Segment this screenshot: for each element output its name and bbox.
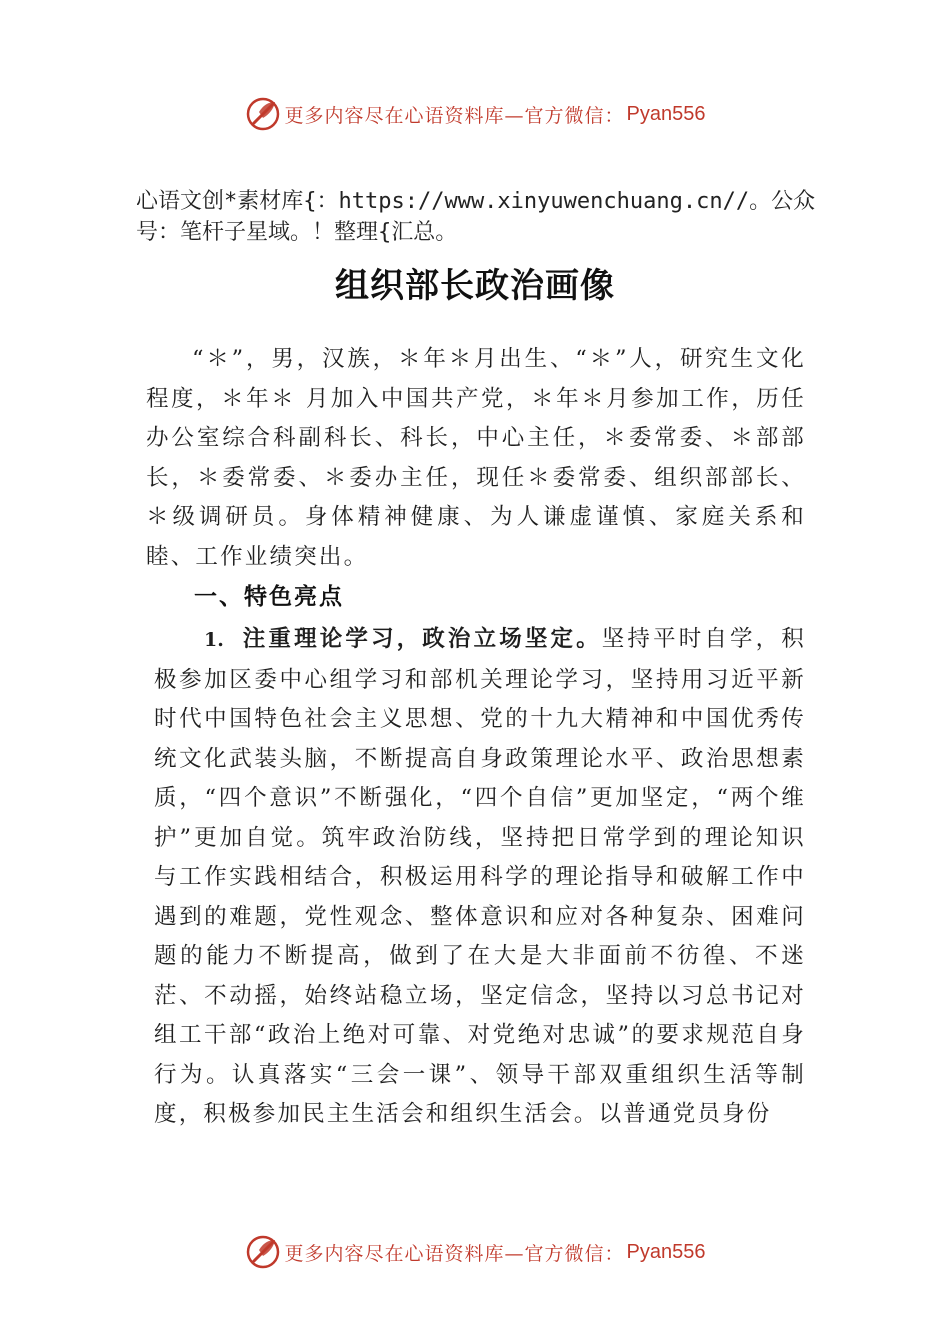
header-banner-handle: Pyan556 bbox=[626, 102, 706, 125]
item1-paragraph bbox=[154, 620, 806, 1135]
footer-banner-text: 更多内容尽在心语资料库—官方微信： bbox=[284, 1242, 625, 1265]
item1-number: 1. bbox=[204, 629, 224, 651]
footer-banner bbox=[0, 1232, 950, 1272]
header-banner-text: 更多内容尽在心语资料库—官方微信： bbox=[284, 104, 625, 127]
intro-paragraph: “＊”，男，汉族，＊年＊月出生、“＊”人，研究生文化程度，＊年＊ 月加入中国共产党，＊年＊月参加工作，历任办公室综合科副科长、科长，中心主任，＊委常委、＊部部长，＊委常委、＊委办主任，现任＊委常委、组织部部长、＊级调研员。身体精神健康、为人谦虚谨慎、家庭关系和睦、工作业绩突出。 bbox=[146, 346, 806, 570]
item1-body: 坚持平时自学，积极参加区委中心组学习和部机关理论学习，坚持用习近平新时代中国特色社会主义思想、党的十九大精神和中国优秀传统文化武装头脑，不断提高自身政策理论水平、政治思想素质，“四个意识”不断强化，“四个自信”更加坚定，“两个维护”更加自觉。筑牢政治防线，坚持把日常学到的理论知识与工作实践相结合，积极运用科学的理论指导和破解工作中遇到的难题，党性观念、整体意识和应对各种复杂、困难问题的能力不断提高，做到了在大是大非面前不彷徨、不迷茫、不动摇，始终站稳立场，坚定信念，坚持以习总书记对组工干部“政治上绝对可靠、对党绝对忠诚”的要求规范自身行为。认真落实“三会一课”、领导干部双重组织生活等制度，积极参加民主生活会和组织生活会。以普通党员身份 bbox=[154, 626, 806, 1127]
document-title: 组织部长政治画像 bbox=[335, 266, 615, 306]
quill-logo-icon bbox=[245, 96, 281, 132]
item1-lead: 注重理论学习，政治立场坚定。 bbox=[241, 626, 602, 652]
source-line: 心语文创*素材库{：https://www.xinyuwenchuang.cn//。公众号：笔杆子星域。！整理{汇总。 bbox=[136, 189, 816, 245]
quill-logo-icon bbox=[245, 1234, 281, 1270]
footer-banner-handle: Pyan556 bbox=[626, 1240, 706, 1263]
header-banner bbox=[0, 94, 950, 134]
section-heading: 一、特色亮点 bbox=[194, 584, 344, 610]
